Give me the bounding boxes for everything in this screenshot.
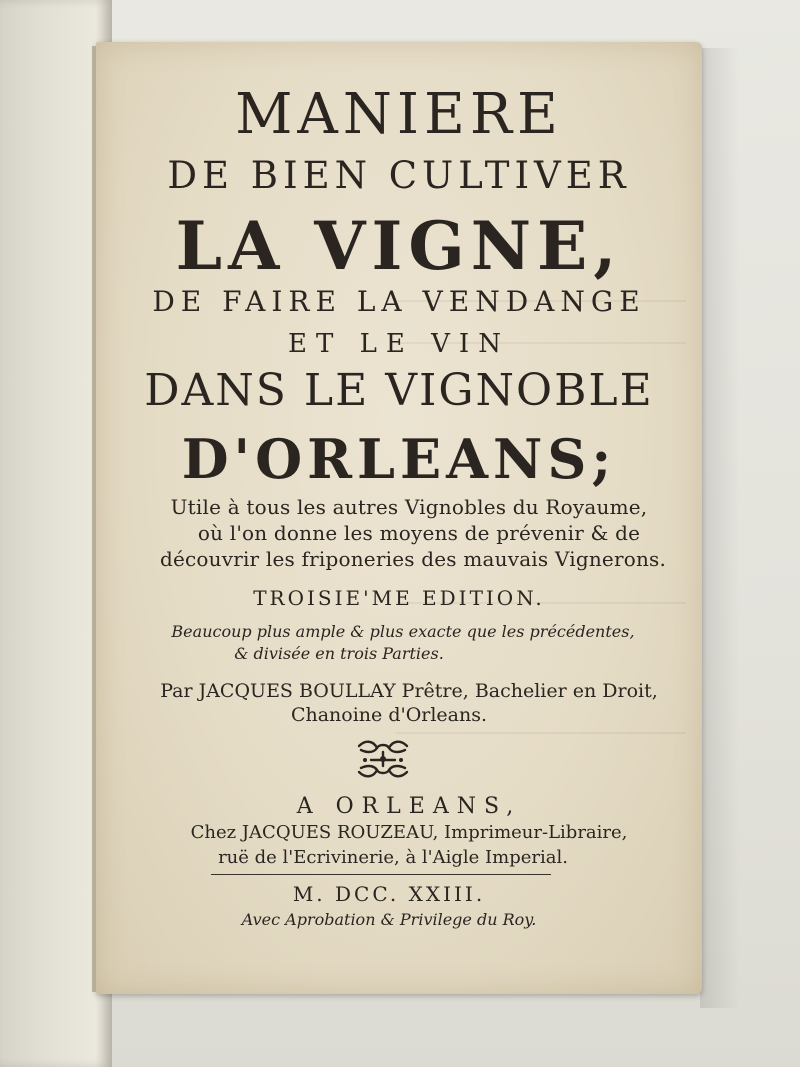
- subtitle-line-2: où l'on donne les moyens de prévenir & de: [197, 521, 641, 545]
- author-line-2: Chanoine d'Orleans.: [290, 704, 488, 726]
- author-line-1: Par JACQUES BOULLAY Prêtre, Bachelier en Droit,: [160, 680, 658, 702]
- edition-heading: TROISIE'ME EDITION.: [253, 586, 545, 610]
- publication-year: M. DCC. XXIII.: [292, 882, 486, 906]
- imprint-city: A ORLEANS,: [296, 794, 522, 819]
- title-line-5: ET LE VIN: [288, 329, 510, 359]
- title-line-6: DANS LE VIGNOBLE: [144, 365, 654, 416]
- divider-rule: [211, 874, 551, 875]
- imprint-line-2: ruë de l'Ecrivinerie, à l'Aigle Imperial.: [218, 847, 568, 868]
- fleuron-ornament-icon: [351, 738, 415, 782]
- ink-bleed: [396, 732, 686, 734]
- edition-note-line-1: Beaucoup plus ample & plus exacte que les précédentes,: [171, 622, 635, 641]
- title-line-2: DE BIEN CULTIVER: [167, 154, 631, 197]
- title-page: [96, 42, 702, 994]
- title-line-4: DE FAIRE LA VENDANGE: [152, 285, 646, 318]
- privilege-line: Avec Aprobation & Privilege du Roy.: [241, 910, 537, 929]
- title-line-7: D'ORLEANS;: [181, 427, 617, 491]
- edition-note-line-2: & divisée en trois Parties.: [234, 644, 444, 663]
- subtitle-line-1: Utile à tous les autres Vignobles du Royaume,: [170, 495, 648, 519]
- title-line-3: LA VIGNE,: [175, 207, 623, 285]
- title-line-1: MANIERE: [235, 82, 563, 147]
- imprint-line-1: Chez JACQUES ROUZEAU, Imprimeur-Libraire,: [190, 822, 628, 843]
- subtitle-line-3: découvrir les friponeries des mauvais Vignerons.: [159, 547, 667, 571]
